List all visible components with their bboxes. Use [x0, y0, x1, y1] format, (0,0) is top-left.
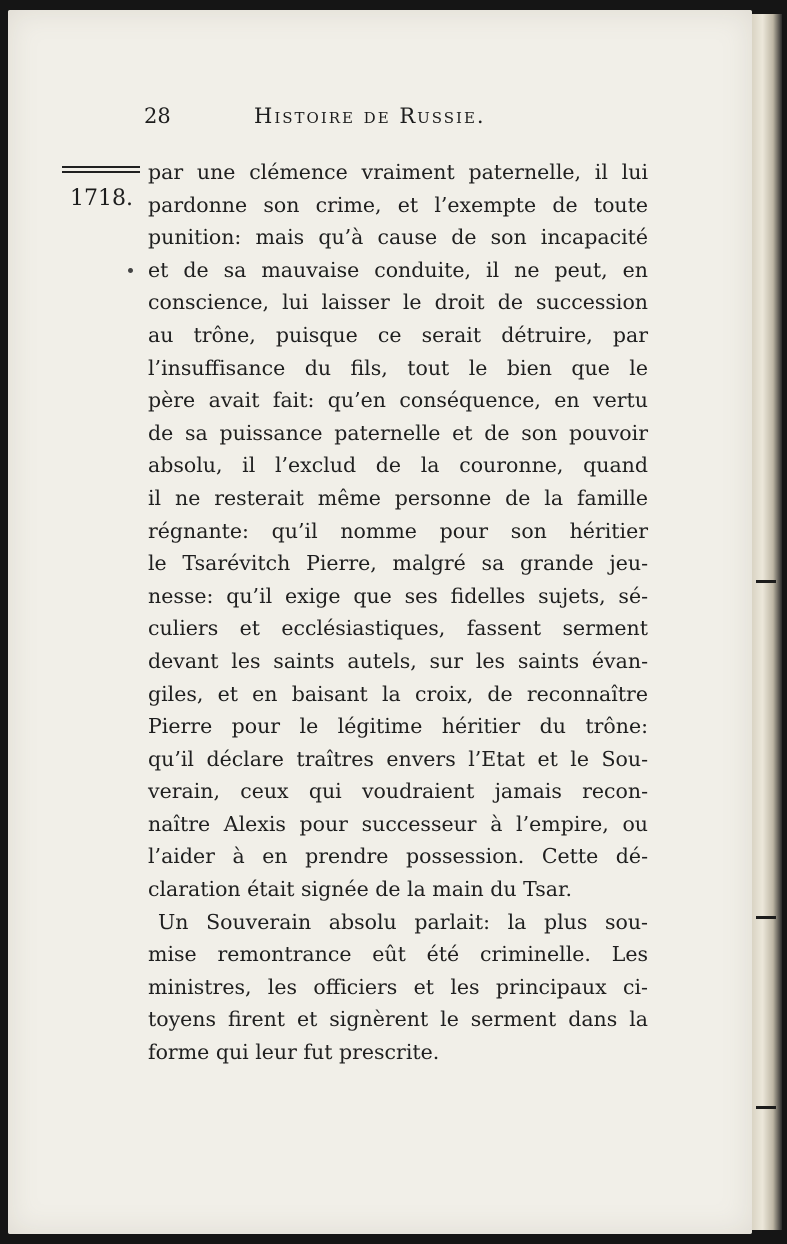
page-number: 28 [144, 104, 171, 128]
running-title: Histoire de Russie. [254, 104, 486, 128]
text-line: ministres, les officiers et les principaux ci- [148, 974, 648, 999]
text-line: conscience, lui laisser le droit de succession [148, 290, 648, 315]
text-line: mise remontrance eût été criminelle. Les [148, 942, 648, 967]
margin-rule-top [62, 166, 140, 168]
text-line: de sa puissance paternelle et de son pouvoir [148, 420, 648, 445]
text-line: culiers et ecclésiastiques, fassent serment [148, 616, 648, 641]
text-line: toyens firent et signèrent le serment dans la [148, 1007, 648, 1032]
text-line: le Tsarévitch Pierre, malgré sa grande jeu- [148, 551, 648, 576]
text-line: verain, ceux qui voudraient jamais recon- [148, 779, 648, 804]
text-line: Un Souverain absolu parlait: la plus sou- [158, 909, 648, 934]
text-line: claration était signée de la main du Tsar. [148, 877, 573, 902]
edge-mark [756, 1106, 776, 1109]
edge-mark [756, 580, 776, 583]
text-line: forme qui leur fut prescrite. [148, 1040, 440, 1065]
text-line: giles, et en baisant la croix, de reconnaître [148, 681, 648, 706]
edge-mark [756, 916, 776, 919]
text-line: Pierre pour le légitime héritier du trône: [148, 714, 648, 739]
text-line: par une clémence vraiment paternelle, il lui [148, 160, 648, 184]
running-header [144, 102, 564, 132]
text-line: régnante: qu’il nomme pour son héritier [148, 518, 648, 543]
text-line: et de sa mauvaise conduite, il ne peut, en [148, 257, 648, 282]
text-line: il ne resterait même personne de la famille [148, 485, 648, 510]
text-line: père avait fait: qu’en conséquence, en vertu [148, 388, 648, 413]
text-line: nesse: qu’il exige que ses fidelles sujets, sé- [148, 583, 648, 608]
text-line: l’insuffisance du fils, tout le bien que le [148, 355, 648, 380]
page-edge [752, 14, 782, 1230]
text-line: absolu, il l’exclud de la couronne, quand [148, 453, 648, 478]
margin-rule-bottom [62, 171, 140, 173]
text-line: l’aider à en prendre possession. Cette dé- [148, 844, 648, 869]
text-line: devant les saints autels, sur les saints évan- [148, 648, 648, 673]
margin-year: 1718. [70, 186, 133, 211]
text-line: qu’il déclare traîtres envers l’Etat et le Sou- [148, 746, 648, 771]
body-text [148, 156, 648, 1069]
text-line: punition: mais qu’à cause de son incapacité [148, 225, 648, 250]
text-line: naître Alexis pour successeur à l’empire, ou [148, 811, 648, 836]
text-line: au trône, puisque ce serait détruire, par [148, 322, 648, 347]
margin-dot [128, 268, 133, 273]
text-line: pardonne son crime, et l’exempte de toute [148, 192, 648, 217]
